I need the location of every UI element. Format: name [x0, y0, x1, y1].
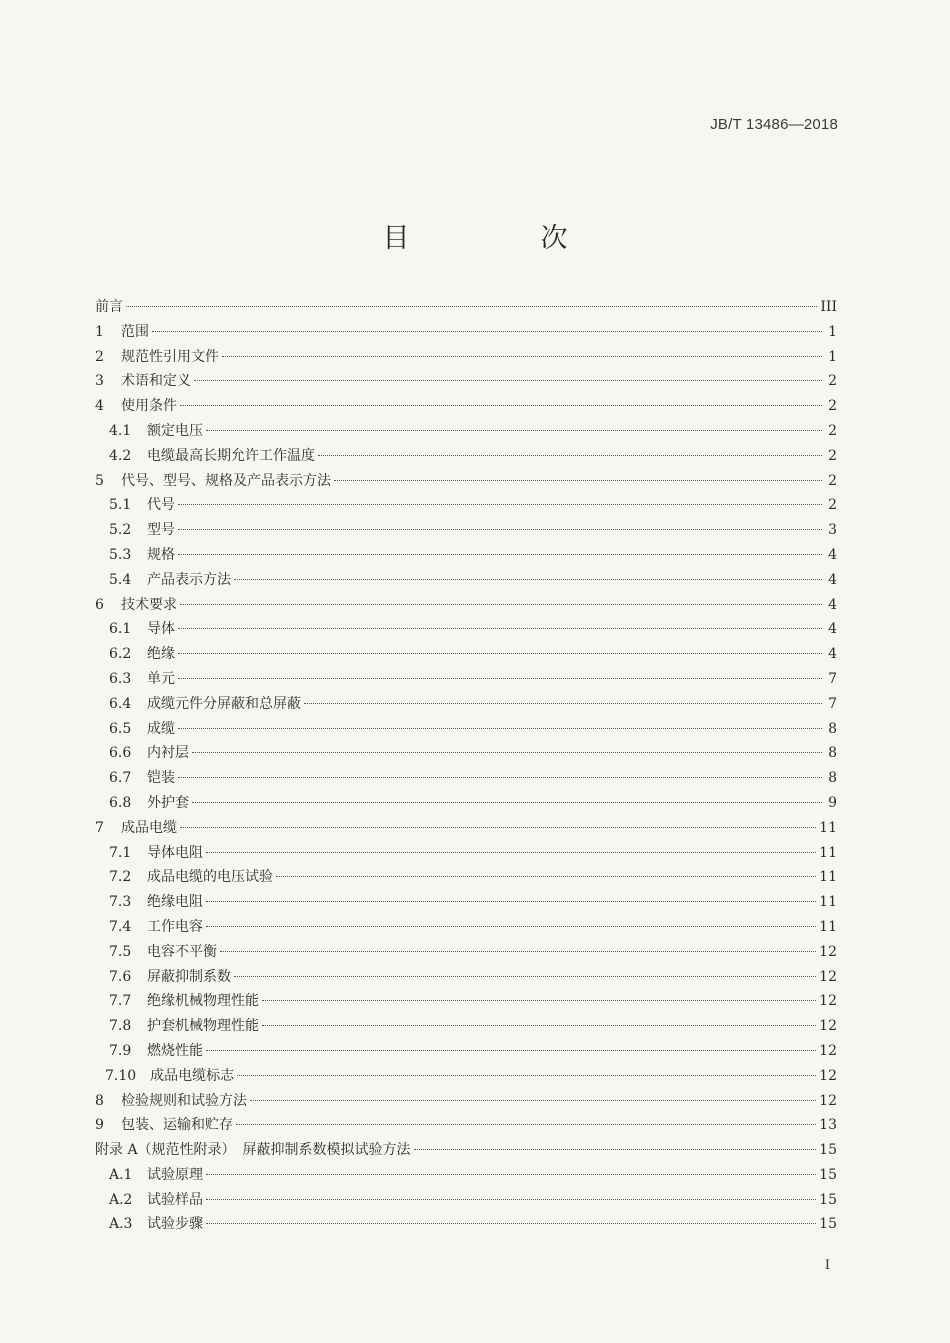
toc-entry-page: 2: [828, 497, 837, 514]
toc-entry-page: 11: [819, 819, 837, 836]
toc-entry-label: 铠装: [147, 770, 175, 787]
toc-entry-page: 12: [819, 943, 837, 960]
dot-leader: [152, 331, 822, 332]
toc-entry-page: 1: [828, 323, 837, 340]
dot-leader: [180, 405, 822, 406]
toc-entry[interactable]: [95, 320, 837, 345]
dot-leader: [206, 1174, 816, 1175]
toc-entry[interactable]: [95, 444, 837, 469]
dot-leader: [414, 1149, 817, 1150]
toc-entry-number: 6.6: [109, 745, 132, 762]
toc-entry[interactable]: [95, 1039, 837, 1064]
toc-entry-page: 11: [819, 894, 837, 911]
toc-entry-number: A.2: [109, 1191, 133, 1208]
toc-entry-label: 前言: [95, 299, 123, 315]
dot-leader: [178, 554, 822, 555]
toc-entry-label: 成缆: [147, 720, 175, 737]
toc-entry-number: 7.3: [109, 894, 132, 911]
toc-entry[interactable]: [95, 518, 837, 543]
toc-entry[interactable]: [95, 965, 837, 990]
toc-entry[interactable]: [95, 791, 837, 816]
dot-leader: [334, 480, 822, 481]
toc-entry-label: 产品表示方法: [147, 571, 231, 588]
toc-entry[interactable]: [95, 543, 837, 568]
toc-entry-label: 燃烧性能: [147, 1042, 203, 1059]
toc-entry[interactable]: [95, 1064, 837, 1089]
toc-entry-page: 4: [828, 646, 837, 663]
toc-entry-label: 检验规则和试验方法: [121, 1092, 247, 1109]
dot-leader: [180, 827, 816, 828]
toc-entry[interactable]: [95, 1163, 837, 1188]
toc-entry-label: 范围: [121, 323, 149, 340]
standard-code: JB/T 13486—2018: [710, 116, 838, 133]
toc-entry-label: 电缆最高长期允许工作温度: [147, 447, 315, 464]
toc-entry-page: 4: [828, 571, 837, 588]
toc-entry-label: 额定电压: [147, 422, 203, 439]
toc-entry-number: 7.5: [109, 943, 132, 960]
dot-leader: [234, 976, 816, 977]
dot-leader: [222, 356, 822, 357]
toc-entry-page: 11: [819, 844, 837, 861]
toc-entry-number: 3: [95, 373, 104, 390]
toc-entry[interactable]: [95, 667, 837, 692]
toc-entry-number: 7.4: [109, 918, 132, 935]
toc-entry-number: 6.1: [109, 621, 132, 638]
toc-entry-page: 2: [828, 472, 837, 489]
toc-entry[interactable]: [95, 1089, 837, 1114]
toc-entry[interactable]: [95, 692, 837, 717]
dot-leader: [180, 604, 822, 605]
toc-entry-number: 5.2: [109, 522, 132, 539]
toc-entry-label: 包装、运输和贮存: [121, 1117, 233, 1134]
dot-leader: [178, 678, 822, 679]
toc-entry-number: 2: [95, 348, 104, 365]
toc-entry-number: 5: [95, 472, 104, 489]
toc-entry-number: 4.1: [109, 422, 132, 439]
toc-entry-page: III: [820, 299, 837, 315]
toc-entry-label: 导体: [147, 621, 175, 638]
toc-entry[interactable]: [95, 766, 837, 791]
toc-entry[interactable]: [95, 1014, 837, 1039]
toc-entry[interactable]: [95, 419, 837, 444]
toc-entry-label: 内衬层: [147, 745, 189, 762]
toc-entry[interactable]: [95, 1212, 837, 1237]
toc-entry-page: 2: [828, 398, 837, 415]
toc-entry-label: 成缆元件分屏蔽和总屏蔽: [147, 695, 301, 712]
toc-entry-page: 4: [828, 621, 837, 638]
table-of-contents: [95, 295, 837, 1237]
dot-leader: [237, 1075, 816, 1076]
toc-entry-number: 6.3: [109, 670, 132, 687]
toc-entry-page: 3: [828, 522, 837, 539]
toc-entry-number: 6.4: [109, 695, 132, 712]
toc-entry[interactable]: [95, 865, 837, 890]
toc-entry-number: 8: [95, 1092, 104, 1109]
toc-entry[interactable]: [95, 1113, 837, 1138]
toc-entry-number: 7.10: [105, 1067, 137, 1084]
toc-entry[interactable]: [95, 989, 837, 1014]
toc-entry-label: 型号: [147, 522, 175, 539]
toc-entry[interactable]: [95, 394, 837, 419]
toc-entry-label: 工作电容: [147, 918, 203, 935]
toc-entry-page: 8: [828, 720, 837, 737]
dot-leader: [178, 628, 822, 629]
toc-entry[interactable]: [95, 369, 837, 394]
dot-leader: [126, 306, 817, 307]
dot-leader: [250, 1100, 816, 1101]
dot-leader: [220, 951, 816, 952]
dot-leader: [192, 802, 822, 803]
toc-entry-label: 使用条件: [121, 398, 177, 415]
dot-leader: [206, 901, 816, 902]
toc-entry-page: 15: [819, 1142, 837, 1159]
toc-entry-page: 11: [819, 918, 837, 935]
dot-leader: [206, 1223, 816, 1224]
toc-entry-label: 试验步骤: [147, 1216, 203, 1233]
dot-leader: [178, 529, 822, 530]
toc-entry-label: 成品电缆的电压试验: [147, 869, 273, 886]
toc-entry-number: 7.1: [109, 844, 132, 861]
toc-entry-number: 5.1: [109, 497, 132, 514]
toc-entry-label: 规范性引用文件: [121, 348, 219, 365]
toc-entry-page: 7: [828, 695, 837, 712]
toc-entry-page: 12: [819, 1042, 837, 1059]
dot-leader: [318, 455, 822, 456]
toc-entry[interactable]: [95, 642, 837, 667]
toc-entry[interactable]: [95, 717, 837, 742]
toc-entry-label: 护套机械物理性能: [147, 1018, 259, 1035]
dot-leader: [206, 926, 816, 927]
dot-leader: [178, 728, 822, 729]
toc-entry[interactable]: [95, 493, 837, 518]
toc-entry-number: 7.2: [109, 869, 132, 886]
toc-entry-page: 2: [828, 447, 837, 464]
toc-entry-page: 11: [819, 869, 837, 886]
toc-entry-page: 8: [828, 770, 837, 787]
toc-entry-page: 2: [828, 422, 837, 439]
toc-entry[interactable]: [95, 1188, 837, 1213]
toc-entry-number: A.1: [109, 1166, 133, 1183]
toc-entry-label: 成品电缆: [121, 819, 177, 836]
toc-entry-label: 绝缘: [147, 646, 175, 663]
toc-entry-page: 4: [828, 596, 837, 613]
toc-entry-page: 15: [819, 1216, 837, 1233]
toc-entry[interactable]: [95, 617, 837, 642]
page-number: I: [824, 1258, 830, 1273]
dot-leader: [206, 1050, 816, 1051]
toc-entry-page: 13: [819, 1117, 837, 1134]
dot-leader: [194, 380, 822, 381]
toc-entry-page: 12: [819, 1067, 837, 1084]
toc-entry[interactable]: [95, 295, 837, 320]
toc-entry-number: 6: [95, 596, 104, 613]
toc-entry-page: 12: [819, 968, 837, 985]
toc-entry-label: 单元: [147, 670, 175, 687]
dot-leader: [276, 876, 816, 877]
toc-entry-page: 15: [819, 1166, 837, 1183]
toc-entry-page: 8: [828, 745, 837, 762]
toc-entry[interactable]: [95, 1138, 837, 1163]
toc-entry-number: 4: [95, 398, 104, 415]
dot-leader: [206, 1199, 816, 1200]
dot-leader: [234, 579, 822, 580]
toc-entry-label: 屏蔽抑制系数: [147, 968, 231, 985]
toc-entry-number: 7.6: [109, 968, 132, 985]
toc-entry[interactable]: [95, 568, 837, 593]
toc-entry-page: 12: [819, 1018, 837, 1035]
toc-entry-label: 电容不平衡: [147, 943, 217, 960]
toc-entry-number: 6.2: [109, 646, 132, 663]
toc-entry[interactable]: [95, 593, 837, 618]
dot-leader: [236, 1124, 816, 1125]
toc-entry-label: 代号、型号、规格及产品表示方法: [121, 472, 331, 489]
toc-entry-label: 规格: [147, 546, 175, 563]
toc-entry[interactable]: [95, 816, 837, 841]
toc-entry-number: 7.9: [109, 1042, 132, 1059]
toc-entry[interactable]: [95, 741, 837, 766]
dot-leader: [304, 703, 822, 704]
dot-leader: [262, 1000, 816, 1001]
toc-entry-page: 4: [828, 546, 837, 563]
toc-entry-number: 6.7: [109, 770, 132, 787]
dot-leader: [192, 752, 822, 753]
toc-entry-number: 4.2: [109, 447, 132, 464]
toc-entry-label: 附录 A（规范性附录） 屏蔽抑制系数模拟试验方法: [95, 1142, 411, 1159]
toc-entry-number: 7.7: [109, 993, 132, 1010]
toc-entry-label: 术语和定义: [121, 373, 191, 390]
toc-entry-number: 7.8: [109, 1018, 132, 1035]
toc-entry-page: 1: [828, 348, 837, 365]
toc-entry-label: 技术要求: [121, 596, 177, 613]
toc-entry-page: 9: [828, 794, 837, 811]
toc-entry-page: 12: [819, 993, 837, 1010]
toc-entry-label: 绝缘机械物理性能: [147, 993, 259, 1010]
toc-entry-label: 导体电阻: [147, 844, 203, 861]
toc-entry-number: 1: [95, 323, 104, 340]
toc-entry-label: 外护套: [147, 794, 189, 811]
toc-entry[interactable]: [95, 841, 837, 866]
toc-entry-label: 成品电缆标志: [150, 1067, 235, 1084]
toc-entry[interactable]: [95, 890, 837, 915]
toc-entry[interactable]: [95, 345, 837, 370]
toc-entry-page: 2: [828, 373, 837, 390]
dot-leader: [178, 504, 822, 505]
toc-entry[interactable]: [95, 469, 837, 494]
toc-entry-page: 15: [819, 1191, 837, 1208]
toc-entry-number: 6.5: [109, 720, 132, 737]
toc-entry-number: A.3: [109, 1216, 133, 1233]
toc-entry-number: 7: [95, 819, 104, 836]
toc-entry-page: 12: [819, 1092, 837, 1109]
dot-leader: [206, 852, 816, 853]
toc-entry-label: 绝缘电阻: [147, 894, 203, 911]
dot-leader: [206, 430, 822, 431]
dot-leader: [178, 653, 822, 654]
toc-entry-page: 7: [828, 670, 837, 687]
toc-entry[interactable]: [95, 915, 837, 940]
toc-entry-label: 试验样品: [147, 1191, 203, 1208]
dot-leader: [262, 1025, 816, 1026]
toc-entry-label: 试验原理: [147, 1166, 203, 1183]
toc-entry-label: 代号: [147, 497, 175, 514]
dot-leader: [178, 777, 822, 778]
toc-entry-number: 5.4: [109, 571, 132, 588]
toc-entry-number: 5.3: [109, 546, 132, 563]
toc-entry[interactable]: [95, 940, 837, 965]
page-title: 目 次: [382, 223, 620, 254]
toc-entry-number: 9: [95, 1117, 104, 1134]
toc-entry-number: 6.8: [109, 794, 132, 811]
